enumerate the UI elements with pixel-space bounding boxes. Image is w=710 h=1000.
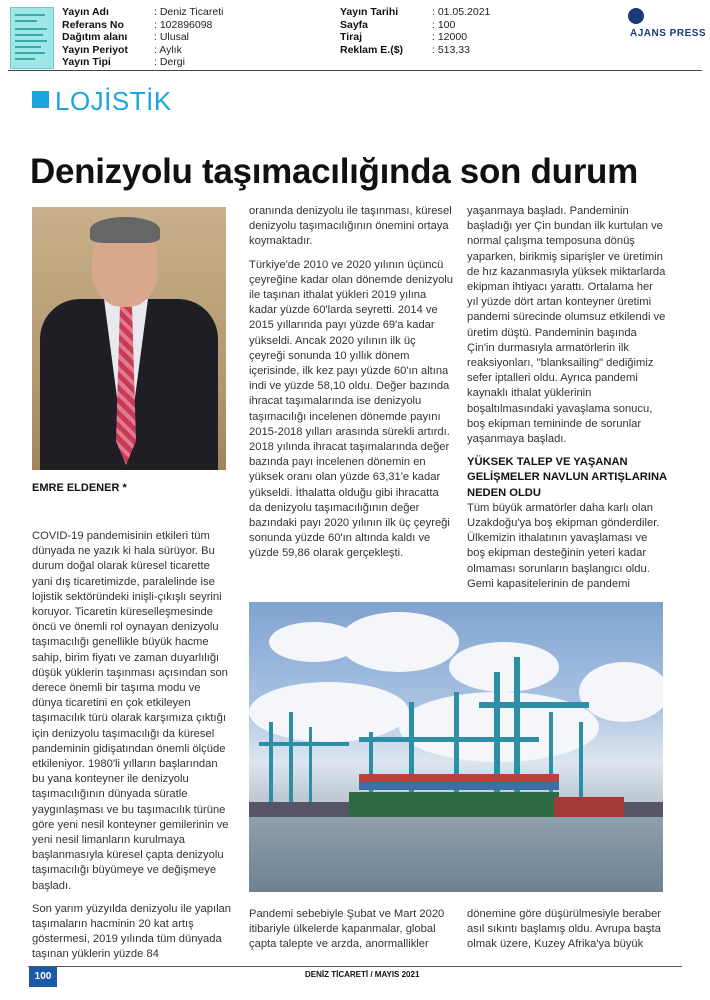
meta-key: Yayın Adı (62, 6, 109, 18)
meta-value: : 513,33 (432, 43, 470, 56)
meta-key: Yayın Tarihi (340, 6, 399, 18)
paragraph: dönemine göre düşürülmesiyle beraber asıl sıkıntı başlamış oldu. Avrupa başta olmak üzere, Kuzey Afrika'ya büyük (467, 908, 662, 951)
section-square-icon (32, 91, 49, 108)
meta-value: : Dergi (154, 56, 185, 68)
meta-value: : Deniz Ticareti (154, 6, 224, 18)
paragraph: COVID-19 pandemisinin etkileri tüm dünyada ne yazık ki hala sürüyor. Bu durum doğal olarak küresel ticarette yani dış ticaretimizde, paralelinde ise lojistik sektöründeki inişli-çıkışlı seyrini koruyor. Ticaretin küreselleşmesinde öncü ve önemli rol oynayan denizyolu taşımacılığı genellikle büyük hacme sahip, birim fiyatı ve zaman duyarlılığı düşük yüklerin taşınması açısından son derece önemli bir taşıma modu ve dünya ticaretini en çok etkileyen taşımacılık türü olarak karşımıza çıktığı için denizyolu taşımacılığı da küresel pandeminin gidişatından önemli ölçüde etkileniyor. 1980'li yılların başlarından bu yana konteyner ile denizyolu taşımacılığının dünyada süratle yaygınlaşması ve bu taşımacılık türüne göre yeni nesil konteyner gemilerinin ve yeni nesil limanların kurulmaya başlanmasıyla küresel çapta denizyolu taşımacılığı büyümeye ve değişmeye başladı. (32, 530, 229, 892)
port-photo (249, 602, 663, 892)
meta-value: : 01.05.2021 (432, 6, 491, 18)
meta-key: Sayfa (340, 18, 369, 31)
subheading: YÜKSEK TALEP VE YAŞANAN GELİŞMELER NAVLUN ARTIŞLARINA NEDEN OLDU (467, 456, 667, 499)
section-title: LOJİSTİK (55, 86, 172, 116)
paragraph: Pandemi sebebiyle Şubat ve Mart 2020 itibariyle ülkelerde kapanmalar, global çapta talepte ve arzda, anormallikler (249, 908, 445, 951)
column-3 (467, 204, 667, 600)
paragraph: Türkiye'de 2010 ve 2020 yılının üçüncü çeyreğine kadar olan dönemde denizyolu ile taşınan ithalat yükleri 2019 yılına kadar yüzde 60'larda seyretti. 2014 ve 2015 yıllarında payı yüzde 69'a kadar yükseldi. Ancak 2020 yılının ilk üç çeyreği sonunda 10 yıllık dönem içerisinde, ilk kez payı yüzde 60'ın altına indi ve yüzde 58,10 oldu. Değer bazında ihracat taşımalarında ise denizyolu taşımacılığı incelenen dönemde payını 2015-2018 yılları arasında sürekli artırdı. 2018 yılında ihracat taşımalarında değer bazında payı incelenen dönemin en yüksek oranı olan yüzde 63,31'e kadar yükseldi. İthalatta olduğu gibi ihracatta da denizyolu taşımacılığının değer bazındaki payı 2020 yılının ilk üç çeyreği sonunda yüzde 60'ın altında kaldı ve yüzde 59,86 olarak gerçekleşti. (249, 258, 453, 560)
meta-value: : 102896098 (154, 18, 213, 31)
logo-text: AJANS PRESS (630, 28, 707, 39)
header-divider (8, 70, 702, 71)
footer-divider (28, 966, 682, 967)
meta-key: Referans No (62, 18, 124, 31)
clipping-thumbnail (10, 7, 54, 69)
meta-key: Yayın Tipi (62, 56, 111, 68)
footer-publication: DENİZ TİCARETİ / MAYIS 2021 (305, 970, 420, 979)
column-1 (32, 529, 232, 971)
author-photo (32, 207, 226, 470)
paragraph: Son yarım yüzyılda denizyolu ile yapılan taşımaların hacminin 20 kat artış göstermesi, 2019 yılında tüm dünyada taşınan yüklerin yüzde 84 (32, 902, 231, 961)
paragraph: yaşanmaya başladı. Pandeminin başladığı yer Çin bundan ilk kurtulan ve normal çalışma temposuna dönüş yaparken, birikmiş siparişler ve üretimin de hız kazanmasıyla yüksek miktarlarda ekipman ihtiyacı yarattı. Ortalama her yıl yüzde dört artan konteyner üretimi pandemi sürecinde olumsuz etkilendi ve üretim düştü. Pandeminin başında Çin'in durmasıyla armatörlerin ilk reaksiyonları, "blanksailing" dediğimiz sefer iptalleri oldu. Ayrıca pandemi kaynaklı ithalat yüklerinin boşaltılmasındaki yavaşlama sonucu, boş ekipman temininde de sorunlar yaşanmaya başladı. (467, 205, 666, 446)
meta-key: Yayın Periyot (62, 43, 128, 56)
meta-value: : Ulusal (154, 31, 190, 43)
page-number: 100 (29, 967, 57, 987)
meta-value: : Aylık (154, 43, 182, 56)
meta-value: : 100 (432, 18, 456, 31)
paragraph: Tüm büyük armatörler daha karlı olan Uzakdoğu'ya boş ekipman gönderdiler. Ülkemizin ithalatının yavaşlaması ve boş ekipman desteğinin yeteri kadar olmaması sorunların başlangıcı oldu. Gemi kapasitelerinin de pandemi (467, 501, 660, 590)
column-3-bottom (467, 907, 667, 961)
meta-key: Reklam E.($) (340, 43, 404, 56)
column-2 (249, 204, 454, 570)
header-left-meta (62, 6, 223, 69)
author-name: EMRE ELDENER * (32, 482, 127, 494)
meta-key: Dağıtım alanı (62, 31, 128, 43)
column-2-bottom (249, 907, 454, 961)
meta-key: Tiraj (340, 31, 362, 43)
header-right-meta (340, 6, 490, 56)
hair-shape (90, 217, 160, 243)
meta-value: : 12000 (432, 31, 468, 43)
ajans-press-logo-icon (628, 8, 644, 24)
article-headline: Denizyolu taşımacılığında son durum (30, 152, 638, 191)
paragraph: oranında denizyolu ile taşınması, küresel denizyolu taşımacılığının önemini ortaya koymaktadır. (249, 205, 452, 248)
